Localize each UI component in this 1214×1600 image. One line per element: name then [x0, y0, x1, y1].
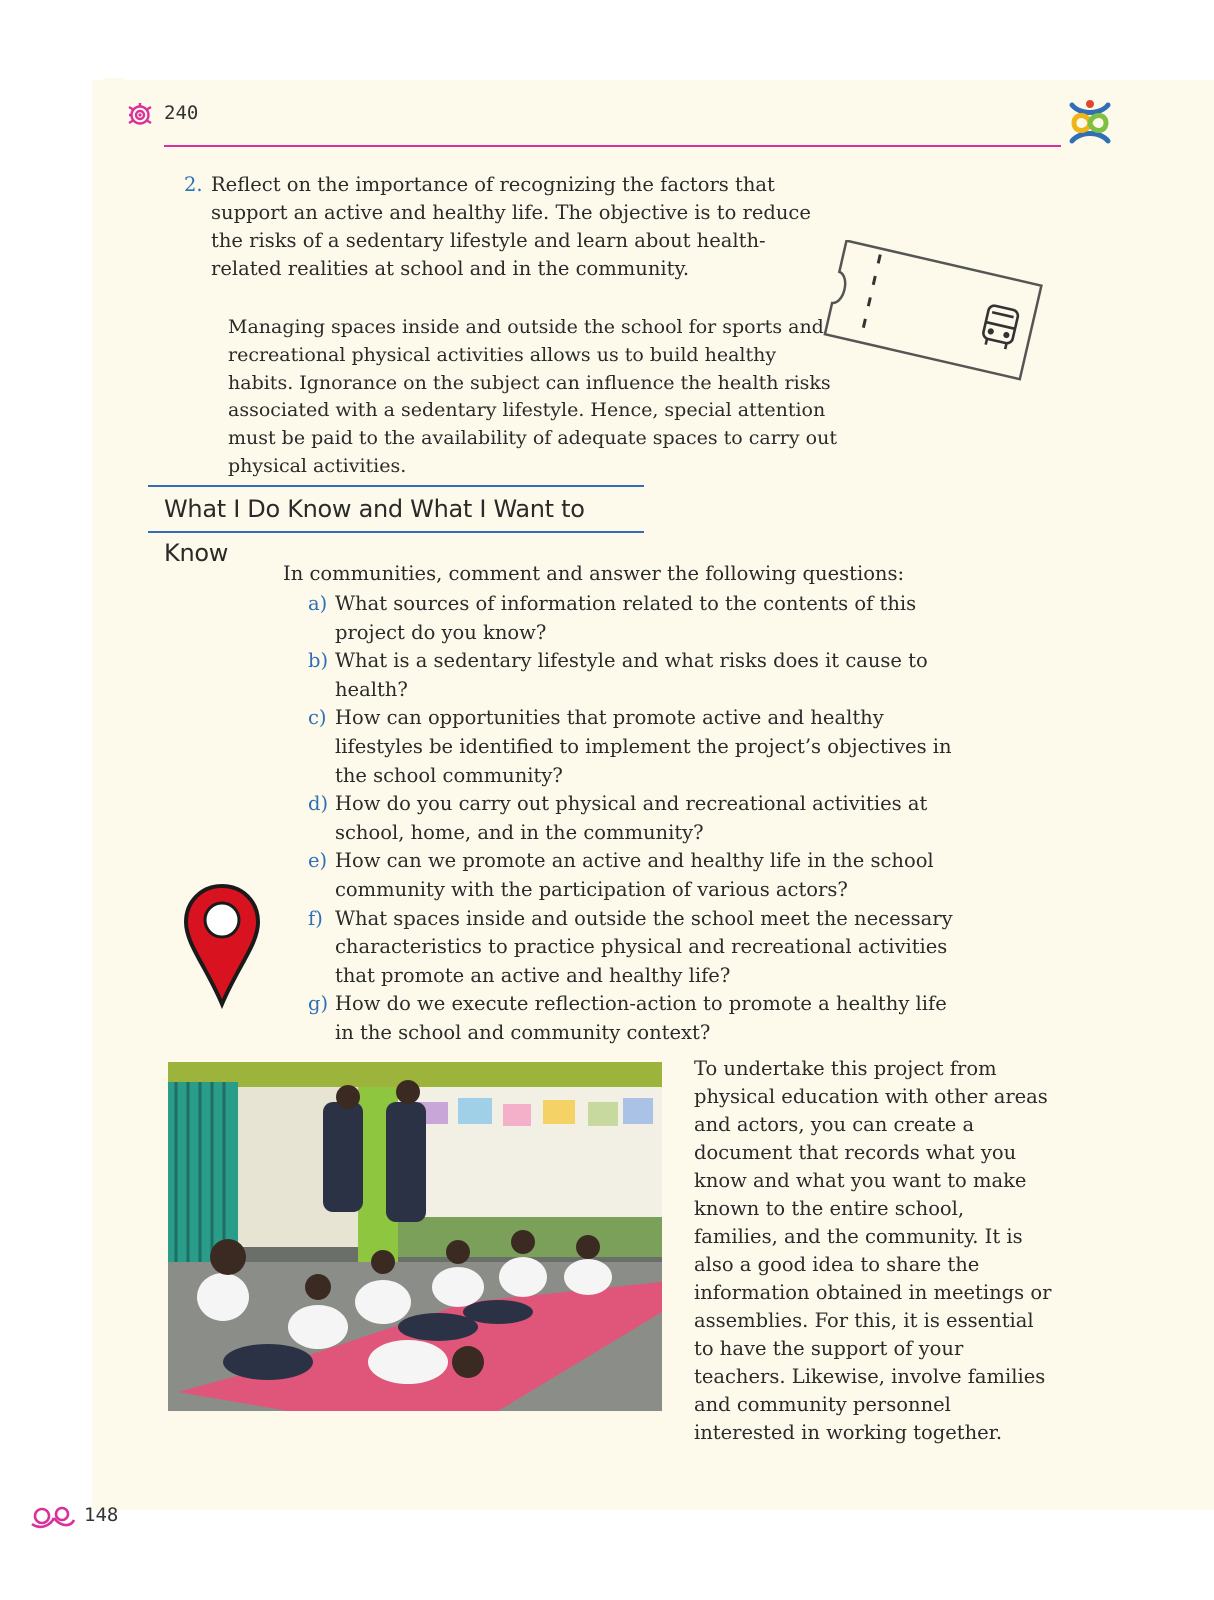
list-item — [308, 590, 958, 647]
question-letter: e) — [308, 849, 328, 873]
question-letter: b) — [308, 649, 329, 673]
list-item — [308, 704, 958, 790]
list-item — [308, 990, 958, 1047]
ornament-icon — [126, 101, 154, 129]
list-item — [308, 847, 958, 904]
question-letter: g) — [308, 992, 329, 1016]
bus-ticket-icon — [818, 240, 1048, 390]
header-page-number: 240 — [164, 102, 199, 124]
interlocked-figures-logo-icon — [1064, 97, 1116, 149]
header-rule — [164, 145, 1061, 147]
question-text: What sources of information related to the contents of this project do you know? — [335, 592, 917, 644]
list-item — [308, 647, 958, 704]
question-text: How can opportunities that promote active and healthy lifestyles be identified to implement the project’s objectives in the school community? — [335, 706, 952, 787]
questions-list — [308, 590, 958, 1048]
question-number: 2. — [184, 173, 203, 196]
map-pin-icon — [182, 882, 262, 1010]
question-letter: f) — [308, 906, 323, 930]
question-text: What is a sedentary lifestyle and what risks does it cause to health? — [335, 649, 928, 701]
question-text: How do we execute reflection-action to promote a healthy life in the school and community context? — [335, 992, 947, 1044]
question-2 — [184, 171, 824, 283]
list-item — [308, 790, 958, 847]
info-paragraph: Managing spaces inside and outside the school for sports and recreational physical activities allows us to build healthy habits. Ignorance on the subject can influence the health risks associated with a sedentary lifestyle. Hence, special attention must be paid to the availability of adequate spaces to carry out physical activities. — [228, 316, 837, 477]
questions-intro: In communities, comment and answer the following questions: — [283, 562, 905, 585]
question-letter: d) — [308, 792, 329, 816]
side-paragraph: To undertake this project from physical education with other areas and actors, you can create a document that records what you know and what you want to make known to the entire school, families, and the community. It is also a good idea to share the information obtained in meetings or assemblies. For this, it is essential to have the support of your teachers. Likewise, involve families and community personnel interested in working together. — [694, 1057, 1052, 1444]
torn-paper-edge — [84, 78, 124, 1518]
question-text: How do you carry out physical and recreational activities at school, home, and in the community? — [335, 792, 928, 844]
list-item — [308, 905, 958, 991]
section-heading: What I Do Know and What I Want to Know — [148, 485, 644, 533]
students-exercising-photo — [168, 1062, 662, 1411]
question-letter: a) — [308, 592, 328, 615]
ornament-icon — [30, 1502, 76, 1530]
footer-page-number: 148 — [84, 1504, 119, 1526]
question-text: How can we promote an active and healthy life in the school community with the participation of various actors? — [335, 849, 934, 901]
question-text: What spaces inside and outside the school meet the necessary characteristics to practice physical and recreational activities that promote an active and healthy life? — [335, 906, 953, 987]
question-letter: c) — [308, 706, 327, 730]
question-2-text: Reflect on the importance of recognizing the factors that support an active and healthy life. The objective is to reduce the risks of a sedentary lifestyle and learn about health-related realities at school and in the community. — [211, 173, 811, 280]
